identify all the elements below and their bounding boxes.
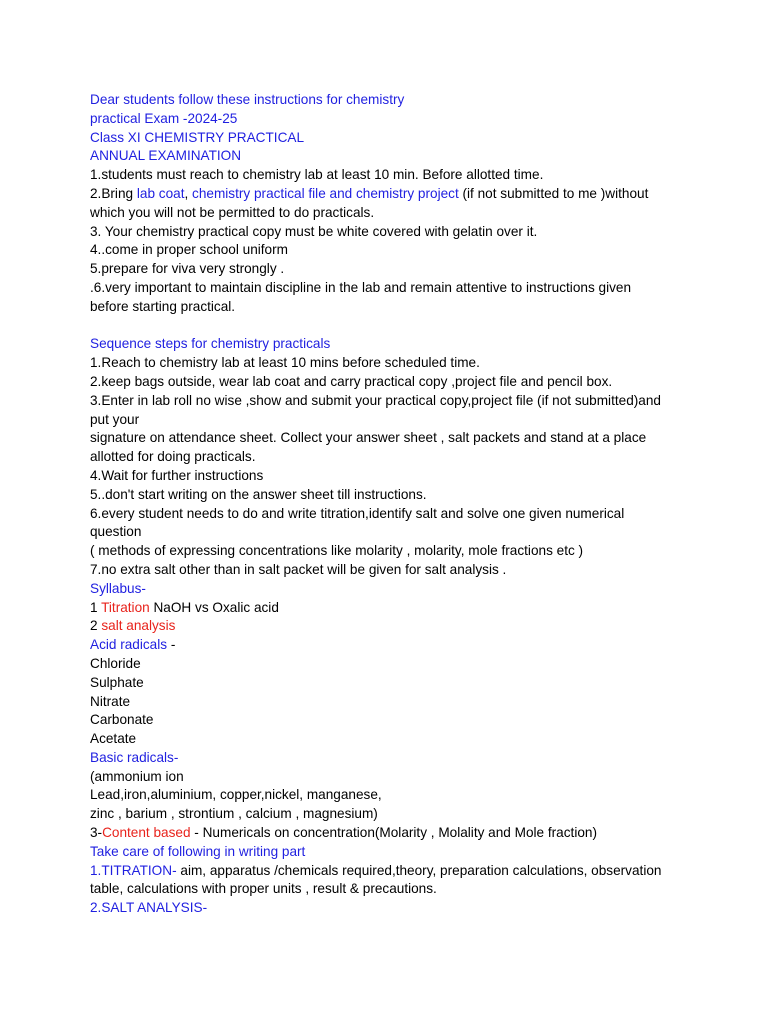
paragraph-gap — [90, 317, 690, 336]
basic-radical-line: Lead,iron,aluminium, copper,nickel, manganese, — [90, 787, 382, 803]
sequence-step-6-cont-2: ( methods of expressing concentrations like molarity , molarity, mole fractions etc ) — [90, 543, 584, 559]
acid-radicals-heading — [90, 636, 690, 655]
basic-radical-line: (ammonium ion — [90, 768, 184, 784]
acid-radical-item: Sulphate — [90, 674, 144, 690]
header-line-2: practical Exam -2024-25 — [90, 110, 238, 126]
syllabus-item-3-number: 3- — [90, 825, 103, 841]
syllabus-item-1-text: NaOH vs Oxalic acid — [149, 599, 279, 615]
instruction-1: 1.students must reach to chemistry lab at least 10 min. Before allotted time. — [90, 167, 544, 183]
sequence-step-3: 3.Enter in lab roll no wise ,show and submit your practical copy,project file (if not submitted)and — [90, 392, 661, 408]
writing-titration-text: aim, apparatus /chemicals required,theory, preparation calculations, observation — [176, 862, 662, 878]
acid-radicals-dash: - — [167, 637, 176, 653]
document-body — [90, 91, 690, 918]
writing-titration — [90, 862, 690, 881]
acid-radical-item: Nitrate — [90, 693, 131, 709]
syllabus-item-3-text: - Numericals on concentration(Molarity , Molality and Mole fraction) — [190, 825, 597, 841]
sequence-step-1: 1.Reach to chemistry lab at least 10 mins before scheduled time. — [90, 355, 480, 371]
basic-radicals-heading: Basic radicals- — [90, 749, 179, 765]
writing-heading: Take care of following in writing part — [90, 843, 306, 859]
sequence-step-3-cont-1: put your — [90, 411, 140, 427]
instruction-2 — [90, 185, 690, 204]
sequence-step-2: 2.keep bags outside, wear lab coat and carry practical copy ,project file and pencil box. — [90, 373, 613, 389]
sequence-step-4: 4.Wait for further instructions — [90, 467, 264, 483]
syllabus-item-2-number: 2 — [90, 618, 102, 634]
instruction-5: 5.prepare for viva very strongly . — [90, 261, 285, 277]
syllabus-item-1 — [90, 599, 690, 618]
instruction-2-prefix: 2.Bring — [90, 185, 137, 201]
syllabus-heading: Syllabus- — [90, 580, 146, 596]
writing-salt-analysis: 2.SALT ANALYSIS- — [90, 900, 208, 916]
content-based-label: Content based — [102, 825, 191, 841]
instruction-6-continued: before starting practical. — [90, 298, 236, 314]
syllabus-item-2 — [90, 617, 690, 636]
instruction-2-comma: , — [184, 185, 193, 201]
titration-label: Titration — [101, 599, 150, 615]
instruction-6: .6.very important to maintain discipline in the lab and remain attentive to instructions given — [90, 279, 632, 295]
header-line-1: Dear students follow these instructions for chemistry — [90, 92, 405, 107]
acid-radical-item: Carbonate — [90, 712, 154, 728]
header-line-4: ANNUAL EXAMINATION — [90, 148, 242, 164]
syllabus-item-3 — [90, 824, 690, 843]
acid-radicals-label: Acid radicals — [90, 637, 168, 653]
acid-radical-item: Chloride — [90, 655, 141, 671]
writing-titration-number: 1. — [90, 862, 102, 878]
instruction-2-continued: which you will not be permitted to do practicals. — [90, 204, 375, 220]
sequence-step-3-cont-3: allotted for doing practicals. — [90, 449, 256, 465]
instruction-2-suffix: (if not submitted to me )without — [458, 185, 649, 201]
sequence-step-3-cont-2: signature on attendance sheet. Collect your answer sheet , salt packets and stand at a place — [90, 430, 647, 446]
syllabus-item-1-number: 1 — [90, 599, 102, 615]
writing-titration-continued: table, calculations with proper units , result & precautions. — [90, 881, 437, 897]
sequence-step-5: 5..don't start writing on the answer sheet till instructions. — [90, 486, 427, 502]
acid-radical-item: Acetate — [90, 731, 137, 747]
basic-radical-line: zinc , barium , strontium , calcium , magnesium) — [90, 806, 378, 822]
instruction-3: 3. Your chemistry practical copy must be white covered with gelatin over it. — [90, 223, 538, 239]
salt-analysis-label: salt analysis — [101, 618, 176, 634]
instruction-4: 4..come in proper school uniform — [90, 242, 288, 258]
sequence-step-6-cont-1: question — [90, 524, 142, 540]
practical-file-project-text: chemistry practical file and chemistry project — [192, 185, 459, 201]
lab-coat-text: lab coat — [136, 185, 185, 201]
sequence-step-7: 7.no extra salt other than in salt packet will be given for salt analysis . — [90, 561, 507, 577]
writing-titration-label: TITRATION- — [101, 862, 177, 878]
sequence-heading: Sequence steps for chemistry practicals — [90, 336, 331, 352]
header-line-3: Class XI CHEMISTRY PRACTICAL — [90, 129, 305, 145]
sequence-step-6: 6.every student needs to do and write titration,identify salt and solve one given numerical — [90, 505, 625, 521]
